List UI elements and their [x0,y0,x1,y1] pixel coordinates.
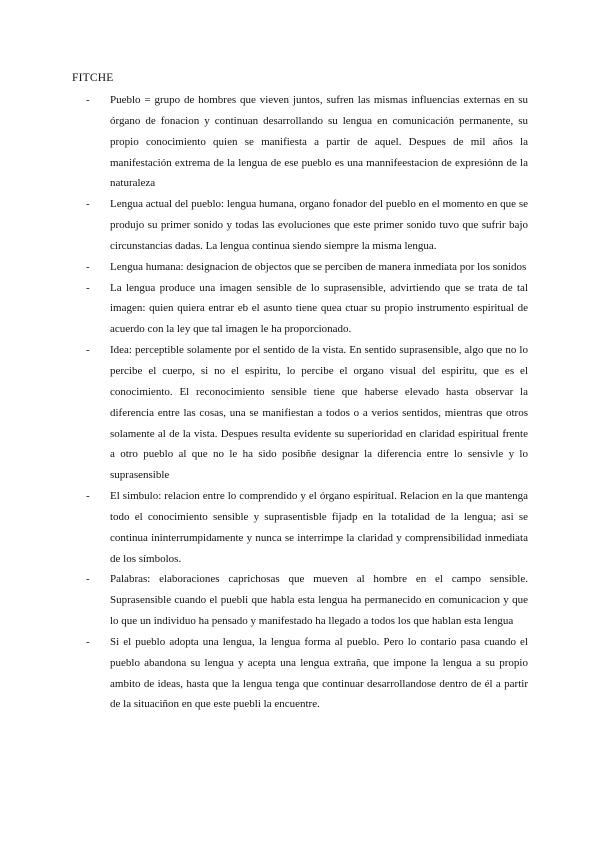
list-item-text: Si el pueblo adopta una lengua, la lengua forma al pueblo. Pero lo contario pasa cuando el pueblo abandona su lengua y acepta una lengua extraña, que impone la lengua a su propio ambito de ideas, hasta que la lengua tenga que continuar desarrollandose dentro de él a partir de la situaciñon en que este puebli la encuentre. [110,635,528,711]
bullet-marker: - [86,94,90,106]
list-item-text: El simbulo: relacion entre lo comprendido y el órgano espiritual. Relacion en la que mantenga todo el conocimiento sensible y suprasentisble fijadp en la totalidad de la lengua; asi se continua ininterrumpidamente y nunca se interrimpe la claridad y comprensibilidad inmediata de los símbolos. [110,490,528,565]
list-item-text: Pueblo = grupo de hombres que vieven juntos, sufren las mismas influencias externas en su órgano de fonacion y continuan desarrollando su lengua en comunicación permanente, su propio conocimiento quien se manifiesta a partir de aquel. Despues de mil años la manifestación extrema de la lengua de ese pueblo es una mannifeestacion de expresiónn de la naturaleza [110,94,528,190]
list-item-idea [86,340,528,486]
bullet-marker: - [86,344,90,357]
document-title: FITCHE [72,72,114,84]
bullet-list [86,90,528,715]
list-item-adopta-lengua [86,632,528,715]
list-item-lengua-humana [86,257,528,278]
bullet-marker: - [86,490,90,503]
bullet-marker: - [86,281,90,294]
list-item-lengua-actual [86,194,528,257]
list-item-palabras [86,569,528,632]
list-item-imagen-sensible [86,278,528,341]
bullet-marker: - [86,260,90,273]
bullet-marker: - [86,198,90,211]
bullet-marker: - [86,573,90,586]
list-item-pueblo [86,90,528,194]
list-item-text: Idea: perceptible solamente por el sentido de la vista. En sentido suprasensible, algo que no lo percibe el cuerpo, si no el espiritu, lo percibe el organo visual del espiritu, que es el conocimiento. El reconocimiento sensible tiene que haberse elevado hasta observar la diferencia entre las cosas, una se manifiestan a todos o a verios sentidos, mientras que otros solamente al de la vista. Despues resulta evidente su superioridad en claridad espiritual frente a otro pueblo al que no le ha sido posibñe designar la diferencia entre lo sensivle y lo suprasensible [110,344,528,482]
list-item-text: La lengua produce una imagen sensible de lo suprasensible, advirtiendo que se trata de tal imagen: quien quiera entrar eb el asunto tiene quea ctuar su propio instrumento espiritual de acuerdo con la ley que tal imagen le ha proporcionado. [110,281,528,336]
list-item-text: Palabras: elaboraciones caprichosas que mueven al hombre en el campo sensible. Suprasensible cuando el puebli que habla esta lengua ha permanecido en comunicacion y que lo que un individuo ha pensado y manifestado ha llegado a todos los que hablan esta lengua [110,573,528,628]
list-item-text: Lengua humana: designacion de objectos que se perciben de manera inmediata por los sonidos [110,260,527,273]
list-item-text: Lengua actual del pueblo: lengua humana, organo fonador del pueblo en el momento en que se produjo su primer sonido y todas las evoluciones que este primer sonido tuvo que sufrir bajo circunstancias dadas. La lengua continua siendo siempre la misma lengua. [110,198,528,252]
list-item-simbulo [86,486,528,569]
bullet-marker: - [86,635,90,648]
